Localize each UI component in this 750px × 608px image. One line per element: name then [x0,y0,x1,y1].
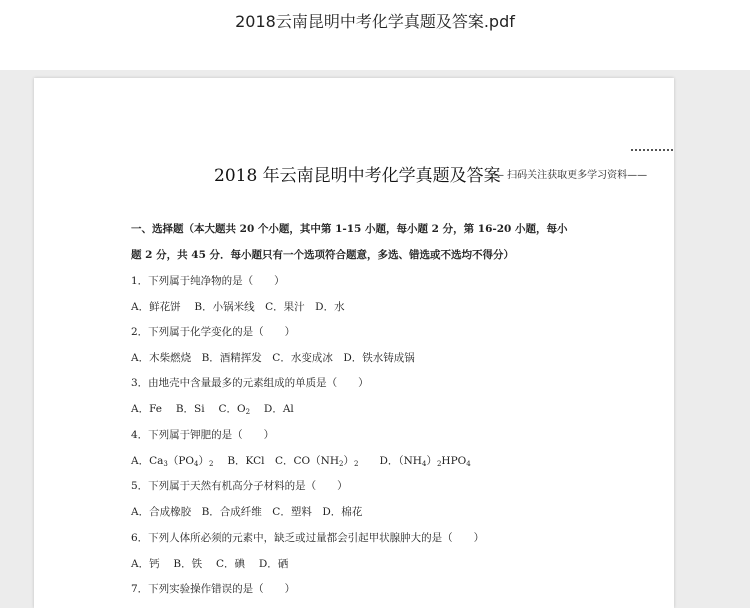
q4-sub: 4 [421,460,427,468]
question-2: 2．下列属于化学变化的是（ ） [131,326,296,338]
q4-part: B．KCl C．CO（NH [213,455,340,467]
q4-part: HPO [441,455,467,467]
pdf-page [34,78,674,608]
q4-sub: 3 [163,460,168,468]
question-4: 4．下列属于钾肥的是（ ） [131,429,275,441]
question-7: 7．下列实验操作错误的是（ ） [131,583,296,595]
qr-note: — 扫码关注获取更多学习资料—— [494,170,648,181]
question-5-options: A．合成橡胶 B．合成纤维 C．塑料 D．棉花 [131,506,363,518]
q3-opt-d: D．Al [250,403,294,415]
question-5: 5．下列属于天然有机高分子材料的是（ ） [131,480,348,492]
q4-part: ） [198,455,210,467]
q4-sub: 2 [436,460,442,468]
question-2-options: A．木柴燃烧 B．酒精挥发 C．水变成冰 D．铁水铸成锅 [131,352,415,364]
q4-sub: 2 [353,460,359,468]
q4-sub: 4 [194,460,199,468]
viewer-header [0,0,750,70]
question-4-options [131,453,471,468]
question-1-options: A．鲜花饼 B．小锅米线 C．果汁 D．水 [131,301,345,313]
document-title: 2018 年云南昆明中考化学真题及答案 [214,166,501,186]
question-3: 3．由地壳中含量最多的元素组成的单质是（ ） [131,377,369,389]
question-1: 1．下列属于纯净物的是（ ） [131,275,285,287]
question-6: 6．下列人体所必须的元素中，缺乏或过量都会引起甲状腺肿大的是（ ） [131,532,485,544]
q4-part: D．（NH [358,455,422,467]
q3-opt-abc: A．Fe B．Si C．O [131,403,246,415]
q4-sub: 4 [466,460,471,468]
question-3-options [131,401,294,416]
q4-part: （PO [167,455,195,467]
q4-part: ） [343,455,354,467]
corner-mark [631,149,674,156]
q4-sub: 2 [209,460,214,468]
q3-subscript: 2 [245,408,251,416]
q4-part: ） [426,455,437,467]
section-instructions-line2: 题 2 分，共 45 分．每小题只有一个选项符合题意，多选、错选或不选均不得分） [131,249,515,261]
q4-part: A．Ca [131,455,164,467]
question-6-options: A．钙 B．铁 C．碘 D．硒 [131,558,289,570]
q4-sub: 2 [339,460,344,468]
file-title: 2018云南昆明中考化学真题及答案.pdf [235,12,515,31]
section-instructions-line1: 一、选择题（本大题共 20 个小题，其中第 1-15 小题，每小题 2 分，第 16-20 小题，每小 [131,223,568,235]
